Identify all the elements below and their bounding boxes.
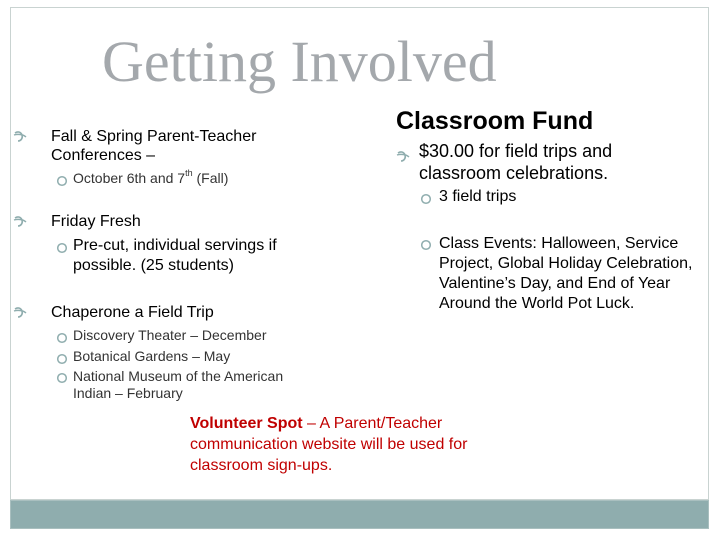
bullet-chaperone [13, 303, 313, 322]
ring-bullet-icon [56, 240, 68, 260]
subitem-october-pre: October 6th and 7 [73, 170, 186, 186]
subitem-october-sup: th [185, 168, 193, 179]
bullet-friday-fresh [13, 212, 313, 231]
hook-bullet-icon [396, 144, 410, 166]
subitem-class-events: Class Events: Halloween, Service Project, Global Holiday Celebration, Valentine’s Day, and End of Year Around the World Pot Luck. [439, 235, 693, 312]
subitem-museum [13, 368, 323, 402]
footer-bar [10, 500, 709, 529]
subitem-october-post: (Fall) [192, 170, 229, 186]
bullet-conferences-text: Fall & Spring Parent-Teacher Conferences – [51, 128, 257, 164]
ring-bullet-icon [56, 371, 68, 388]
slide-title: Getting Involved [102, 29, 497, 94]
hook-bullet-icon [13, 303, 27, 322]
bullet-chaperone-text: Chaperone a Field Trip [51, 304, 214, 321]
hook-bullet-icon [13, 212, 27, 231]
subitem-museum-text: National Museum of the American Indian – February [73, 368, 284, 401]
volunteer-spot-label: Volunteer Spot [190, 415, 303, 432]
subitem-precut [13, 236, 323, 276]
subitem-field-trips: 3 field trips [439, 188, 517, 205]
subitem-discovery-text: Discovery Theater – December [73, 327, 267, 343]
bullet-friday-fresh-text: Friday Fresh [51, 213, 141, 230]
ring-bullet-icon [420, 238, 432, 256]
volunteer-note-text: – A Parent/Teacher communication website will be used for classroom sign-ups. [190, 415, 468, 474]
classroom-fund-heading: Classroom Fund [396, 107, 594, 135]
ring-bullet-icon [420, 192, 432, 210]
subitem-discovery [13, 325, 313, 346]
volunteer-note [190, 413, 495, 476]
bullet-classroom-fund [0, 140, 669, 184]
subitem-botanical [13, 346, 313, 367]
subitem-botanical-text: Botanical Gardens – May [73, 348, 231, 364]
subitem-precut-text: Pre-cut, individual servings if possible. (25 students) [73, 237, 277, 274]
bullet-classroom-fund-text: $30.00 for field trips and classroom celebrations. [419, 141, 613, 183]
